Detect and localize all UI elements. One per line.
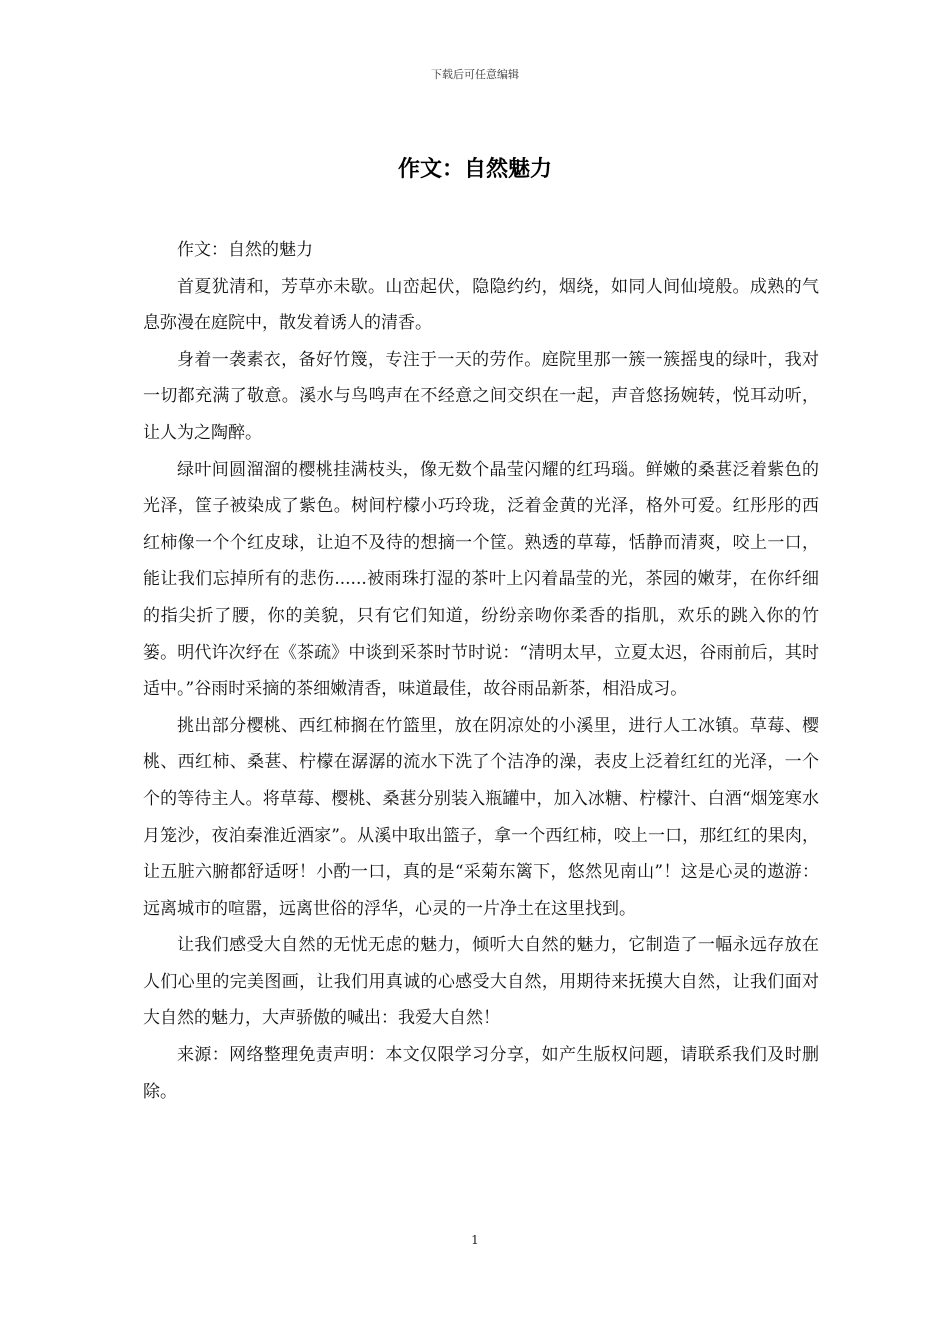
paragraph: 挑出部分樱桃、西红柿搁在竹篮里，放在阴凉处的小溪里，进行人工冰镇。草莓、樱桃、西红柿、桑葚、柠檬在潺潺的流水下洗了个洁净的澡，表皮上泛着红红的光泽，一个个的等待主人。将草莓、樱桃、桑葚分别装入瓶罐中，加入冰糖、柠檬汁、白酒“烟笼寒水月笼沙，夜泊秦淮近酒家”。从溪中取出篮子，拿一个西红柿，咬上一口，那红红的果肉，让五脏六腑都舒适呀！小酌一口，真的是“采菊东篱下，悠然见南山”！这是心灵的遨游：远离城市的喧嚣，远离世俗的浮华，心灵的一片净土在这里找到。 — [143, 715, 819, 919]
paragraph: 首夏犹清和，芳草亦未歇。山峦起伏，隐隐约约，烟绕，如同人间仙境般。成熟的气息弥漫在庭院中，散发着诱人的清香。 — [143, 276, 819, 334]
page-number: 1 — [471, 1233, 479, 1247]
paragraph: 身着一袭素衣，备好竹篾，专注于一天的劳作。庭院里那一簇一簇摇曳的绿叶，我对一切都充满了敬意。溪水与鸟鸣声在不经意之间交织在一起，声音悠扬婉转，悦耳动听，让人为之陶醉。 — [143, 349, 819, 443]
paragraph: 绿叶间圆溜溜的樱桃挂满枝头，像无数个晶莹闪耀的红玛瑙。鲜嫩的桑葚泛着紫色的光泽，筐子被染成了紫色。树间柠檬小巧玲珑，泛着金黄的光泽，格外可爱。红彤彤的西红柿像一个个红皮球，让迫不及待的想摘一个筐。熟透的草莓，恬静而清爽，咬上一口，能让我们忘掉所有的悲伤......被雨珠打湿的茶叶上闪着晶莹的光，茶园的嫩芽，在你纤细的指尖折了腰，你的美貌，只有它们知道，纷纷亲吻你柔香的指肌，欢乐的跳入你的竹篓。明代许次纾在《茶疏》中谈到采茶时节时说：“清明太早，立夏太迟，谷雨前后，其时适中。”谷雨时采摘的茶细嫩清香，味道最佳，故谷雨品新茶，相沿成习。 — [143, 459, 819, 700]
paragraph-subtitle: 作文：自然的魅力 — [177, 240, 313, 260]
header-note: 下载后可任意编辑 — [431, 68, 519, 81]
paragraph: 让我们感受大自然的无忧无虑的魅力，倾听大自然的魅力，它制造了一幅永远存放在人们心里的完美图画，让我们用真诚的心感受大自然，用期待来抚摸大自然，让我们面对大自然的魅力，大声骄傲的喊出：我爱大自然！ — [143, 935, 819, 1029]
paragraph-source-disclaimer: 来源：网络整理免责声明：本文仅限学习分享，如产生版权问题，请联系我们及时删除。 — [143, 1045, 819, 1102]
document-body — [143, 232, 819, 1110]
document-title: 作文：自然魅力 — [397, 156, 552, 182]
